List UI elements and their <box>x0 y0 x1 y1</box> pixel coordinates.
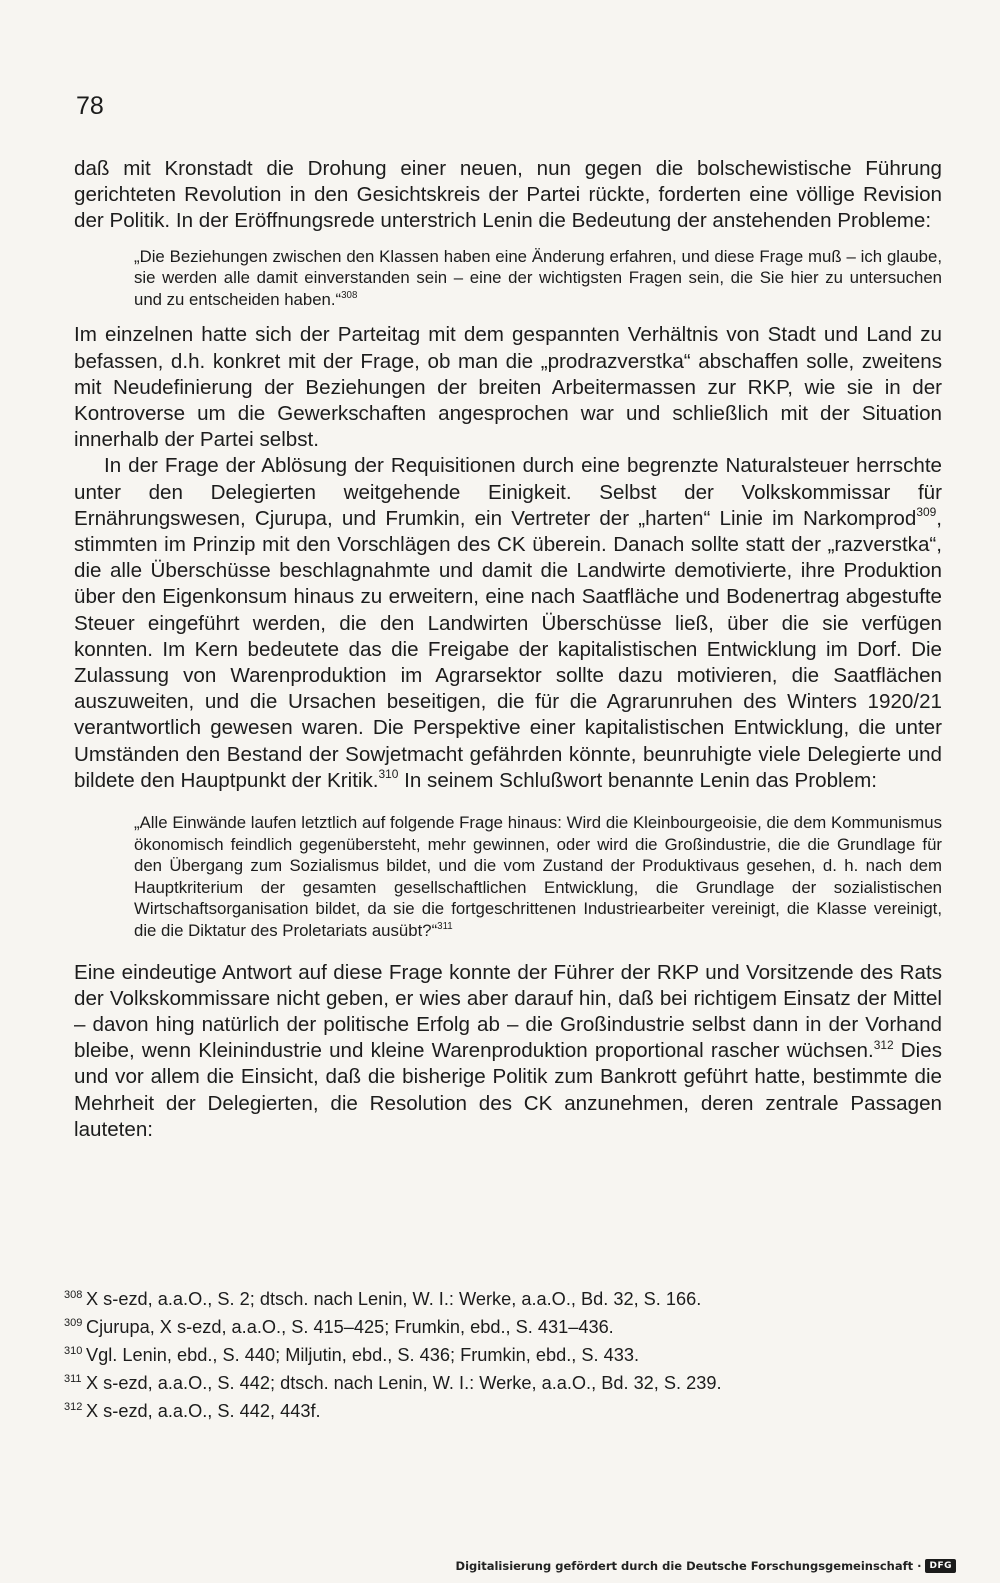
digitization-credit <box>456 1559 956 1573</box>
footnote-number: 310 <box>64 1345 83 1358</box>
block-quote-lenin-2 <box>134 812 942 942</box>
footnote-308 <box>64 1283 944 1311</box>
main-text <box>74 156 942 1143</box>
footnote-text: Cjurupa, X s-ezd, a.a.O., S. 415–425; Frumkin, ebd., S. 431–436. <box>86 1317 614 1338</box>
footnote-ref-309[interactable]: 309 <box>916 505 937 520</box>
footnote-ref-310[interactable]: 310 <box>378 767 399 782</box>
footnote-ref-312[interactable]: 312 <box>873 1037 894 1052</box>
footnote-number: 308 <box>64 1289 83 1301</box>
page-number: 78 <box>76 92 104 120</box>
footnote-311 <box>64 1367 944 1395</box>
footnote-ref-311[interactable]: 311 <box>437 920 453 932</box>
footnote-text: Vgl. Lenin, ebd., S. 440; Miljutin, ebd., S. 436; Frumkin, ebd., S. 433. <box>86 1345 640 1366</box>
footnote-text: X s-ezd, a.a.O., S. 442; dtsch. nach Lenin, W. I.: Werke, a.a.O., Bd. 32, S. 239. <box>86 1373 722 1394</box>
paragraph-1: daß mit Kronstadt die Drohung einer neuen, nun gegen die bolschewistische Führung gerichteten Revolution in den Gesichtskreis der Partei rückte, forderten eine völlige Revision der Politik. In der Eröffnungsrede unterstrich Lenin die Bedeutung der anstehenden Probleme: <box>74 157 942 233</box>
footnote-310 <box>64 1339 944 1367</box>
footnote-text: X s-ezd, a.a.O., S. 2; dtsch. nach Lenin, W. I.: Werke, a.a.O., Bd. 32, S. 166. <box>86 1289 702 1310</box>
quote-text: „Alle Einwände laufen letztlich auf folgende Frage hinaus: Wird die Kleinbourgeoisie, die dem Kommunismus ökonomisch feindlich gegenübersteht, mehr gewinnen, oder wird die Großindustrie, die die Grundlage für den Übergang zum Sozialismus bildet, und die vom Zustand der Produktivaus gesehen, d. h. nach dem Hauptkriterium der gesamten gesellschaftlichen Entwicklung, die Grundlage der sozialistischen Wirtschaftsorganisation bildet, da sie die fortgeschrittenen Industriearbeiter vereinigt, die Klasse vereinigt, die die Diktatur des Proletariats ausübt?“ <box>134 813 942 941</box>
paragraph-3-part-c: In seinem Schlußwort benannte Lenin das Problem: <box>398 768 877 792</box>
quote-text: „Die Beziehungen zwischen den Klassen haben eine Änderung erfahren, und diese Frage muß – ich glaube, sie werden alle damit einverstanden sein – eine der wichtigsten Fragen sein, die Sie hier zu untersuchen und zu entscheiden haben.“ <box>134 246 942 309</box>
block-quote-lenin-1 <box>134 246 942 311</box>
paragraph-3-part-a: In der Frage der Ablösung der Requisitionen durch eine begrenzte Naturalsteuer herrschte unter den Delegierten weitgehende Einigkeit. Selbst der Volkskommissar für Ernährungswesen, Cjurupa, und Frumkin, ein Vertreter der „harten“ Linie im Narkomprod <box>74 454 942 530</box>
paragraph-4 <box>74 960 942 1143</box>
paragraph-3 <box>74 453 942 794</box>
dfg-logo-icon: DFG <box>925 1559 956 1573</box>
paragraph-3-part-b: , stimmten im Prinzip mit den Vorschlägen des CK überein. Danach sollte statt der „razverstka“, die alle Überschüsse beschlagnahmte und damit die Landwirte demotivierte, ihre Produktion über den Eigenkonsum hinaus zu erweitern, eine nach Saatfläche und Bodenertrag abgestufte Steuer eingeführt werden, die den Landwirten Überschüsse ließ, über die sie verfügen konnten. Im Kern bedeutete das die Freigabe der kapitalistischen Entwicklung im Dorf. Die Zulassung von Warenproduktion im Agrarsektor sollte dazu motivieren, die Saatflächen auszuweiten, und die Ursachen beseitigen, die für die Agrarunruhen des Winters 1920/21 verantwortlich gewesen waren. Die Perspektive einer kapitalistischen Entwicklung, die unter Umständen den Bestand der Sowjetmacht gefährden könnte, beunruhigte viele Delegierte und bildete den Hauptpunkt der Kritik. <box>74 506 942 792</box>
footnote-309 <box>64 1311 944 1339</box>
footnote-number: 312 <box>64 1401 83 1414</box>
paragraph-4-part-a: Eine eindeutige Antwort auf diese Frage konnte der Führer der RKP und Vorsitzende des Rats der Volkskommissare nicht geben, er wies aber darauf hin, daß bei richtigem Einsatz der Mittel – davon hing natürlich der politische Erfolg ab – die Großindustrie selbst dann in der Vorhand bleibe, wenn Kleinindustrie und kleine Warenproduktion proportional rascher wüchsen. <box>74 960 942 1063</box>
footnote-text: X s-ezd, a.a.O., S. 442, 443f. <box>86 1401 321 1422</box>
paragraph-4-part-b: Dies und vor allem die Einsicht, daß die bisherige Politik zum Bankrott geführt hatte, bestimmte die Mehrheit der Delegierten, die Resolution des CK anzunehmen, deren zentrale Passagen lauteten: <box>74 1039 943 1141</box>
footnote-ref-308[interactable]: 308 <box>341 289 358 301</box>
footnote-number: 309 <box>64 1317 83 1330</box>
footnotes <box>64 1283 944 1423</box>
credit-text: Digitalisierung gefördert durch die Deutsche Forschungsgemeinschaft · <box>455 1559 922 1573</box>
paragraph-2: Im einzelnen hatte sich der Parteitag mit dem gespannten Verhältnis von Stadt und Land zu befassen, d.h. konkret mit der Frage, ob man die „prodrazverstka“ abschaffen solle, zweitens mit Neudefinierung der Beziehungen der breiten Arbeitermassen zur RKP, wie sie in der Kontroverse um die Gewerkschaften angesprochen war und schließlich mit der Situation innerhalb der Partei selbst. <box>74 323 942 452</box>
footnote-312 <box>64 1395 944 1423</box>
footnote-number: 311 <box>64 1373 82 1386</box>
